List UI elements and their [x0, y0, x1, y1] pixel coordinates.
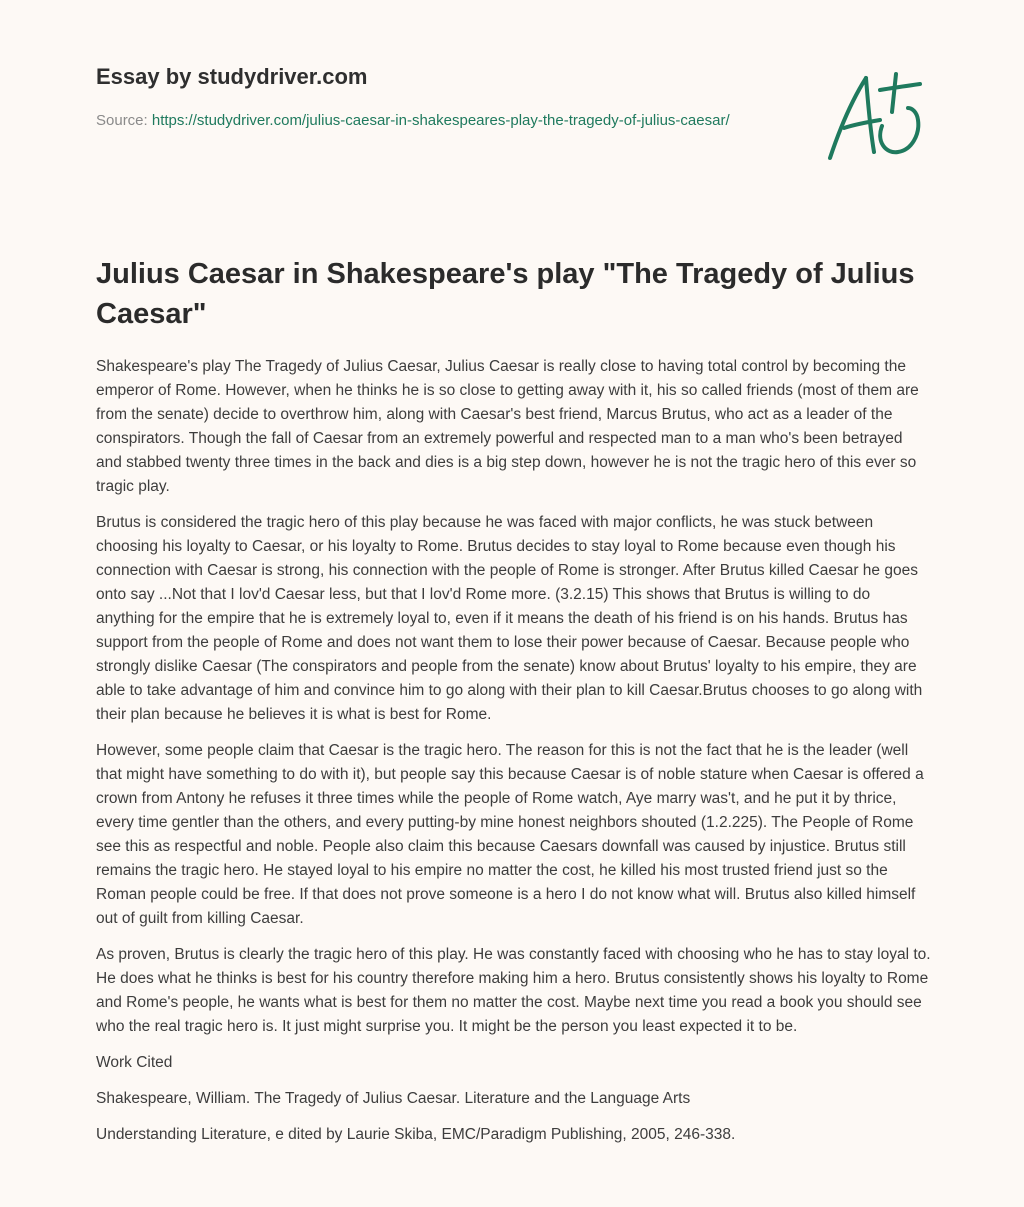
citation-entry: Shakespeare, William. The Tragedy of Julius Caesar. Literature and the Language Arts — [96, 1090, 691, 1107]
site-title: Essay by studydriver.com — [96, 64, 368, 89]
essay-content — [96, 254, 931, 1159]
essay-paragraph: However, some people claim that Caesar is the tragic hero. The reason for this is not the fact that he is the leader (well that might have something to do with it), but people say this because Caesar is of noble stature when Caesar is offered a crown from Antony he refuses it three times while the people of Rome watch, Aye marry was't, and he put it by thrice, every time gentler than the others, and every putting-by mine honest neighbors shouted (1.2.225). The People of Rome see this as respectful and noble. People also claim this because Caesars downfall was caused by injustice. Brutus still remains the tragic hero. He stayed loyal to his empire no matter the cost, he killed his most trusted friend just so the Roman people could be free. If that does not prove someone is a hero I do not know what will. Brutus also killed himself out of guilt from killing Caesar. — [96, 742, 924, 927]
citation-entry: Understanding Literature, e dited by Laurie Skiba, EMC/Paradigm Publishing, 2005, 246-338. — [96, 1126, 736, 1143]
source-label: Source: — [96, 112, 148, 129]
a-plus-logo — [822, 68, 928, 164]
source-link[interactable]: https://studydriver.com/julius-caesar-in-shakespeares-play-the-tragedy-of-julius-caesar/ — [151, 112, 730, 129]
essay-paragraph: Brutus is considered the tragic hero of this play because he was faced with major conflicts, he was stuck between choosing his loyalty to Caesar, or his loyalty to Rome. Brutus decides to stay loyal to Rome because even though his connection with Caesar is strong, his connection with the people of Rome is stronger. After Brutus killed Caesar he goes onto say ...Not that I lov'd Caesar less, but that I lov'd Rome more. (3.2.15) This shows that Brutus is willing to do anything for the empire that he is extremely loyal to, even if it means the death of his friend is on his hands. Brutus has support from the people of Rome and does not want them to lose their power because of Caesar. Because people who strongly dislike Caesar (The conspirators and people from the senate) know about Brutus' loyalty to his empire, they are able to take advantage of him and convince him to go along with their plan to kill Caesar.Brutus chooses to go along with their plan because he believes it is what is best for Rome. — [96, 514, 923, 723]
essay-title: Julius Caesar in Shakespeare's play "The Tragedy of Julius Caesar" — [96, 258, 915, 330]
work-cited-heading: Work Cited — [96, 1054, 173, 1071]
page-header — [96, 62, 796, 132]
source-line — [96, 110, 736, 132]
essay-paragraph: As proven, Brutus is clearly the tragic hero of this play. He was constantly faced with choosing who he has to stay loyal to. He does what he thinks is best for his country therefore making him a hero. Brutus consistently shows his loyalty to Rome and Rome's people, he wants what is best for them no matter the cost. Maybe next time you read a book you should see who the real tragic hero is. It just might surprise you. It might be the person you least expected it to be. — [96, 946, 931, 1035]
essay-paragraph: Shakespeare's play The Tragedy of Julius Caesar, Julius Caesar is really close to having total control by becoming the emperor of Rome. However, when he thinks he is so close to getting away with it, his so called friends (most of them are from the senate) decide to overthrow him, along with Caesar's best friend, Marcus Brutus, who act as a leader of the conspirators. Though the fall of Caesar from an extremely powerful and respected man to a man who's been betrayed and stabbed twenty three times in the back and dies is a big step down, however he is not the tragic hero of this ever so tragic play. — [96, 358, 919, 495]
logo-text — [928, 68, 929, 69]
